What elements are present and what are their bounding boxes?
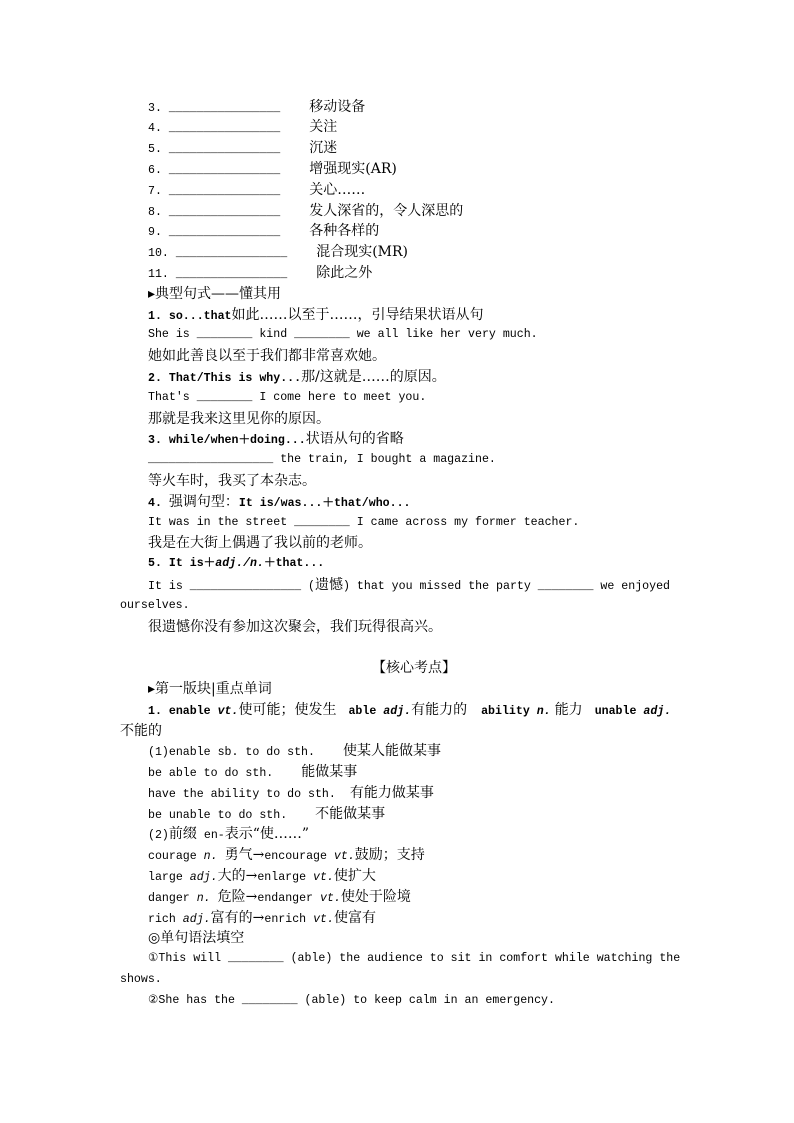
block-heading bbox=[120, 679, 680, 700]
answer-blank: ________________ bbox=[168, 163, 281, 177]
arrow-icon: → bbox=[252, 847, 265, 864]
part-of-speech: vt. bbox=[333, 850, 355, 864]
base-word: large bbox=[148, 871, 190, 885]
note-number: (2) bbox=[148, 829, 169, 843]
word-meaning: 使富有 bbox=[333, 909, 376, 926]
pattern-title-pos: adj./n. bbox=[215, 557, 264, 571]
exercises-heading bbox=[120, 928, 680, 949]
blank-line bbox=[120, 637, 680, 658]
exercise-number: ② bbox=[148, 993, 159, 1007]
answer-blank: ________________ bbox=[168, 122, 281, 136]
part-of-speech: vt. bbox=[319, 891, 341, 905]
vocab-item bbox=[120, 242, 680, 263]
arrow-icon: → bbox=[252, 909, 265, 926]
part-of-speech: adj. bbox=[383, 704, 412, 718]
translation: 很遗憾你没有参加这次聚会，我们玩得很高兴。 bbox=[148, 618, 442, 635]
item-meaning: 移动设备 bbox=[309, 98, 366, 115]
word-meaning: 使扩大 bbox=[333, 868, 376, 885]
document-page bbox=[120, 97, 680, 1012]
translation: 我是在大街上偶遇了我以前的老师。 bbox=[148, 535, 372, 552]
usage-meaning: 能做某事 bbox=[301, 764, 358, 781]
prefix: en- bbox=[203, 829, 225, 843]
pattern-number: 4. bbox=[148, 496, 169, 510]
usage-phrase: (1)enable sb. to do sth. bbox=[148, 746, 315, 760]
translation: 那就是我来这里见你的原因。 bbox=[148, 410, 330, 427]
section-heading: ◎单句语法填空 bbox=[148, 930, 245, 947]
translation: 她如此善良以至于我们都非常喜欢她。 bbox=[148, 348, 386, 365]
part-of-speech: adj. bbox=[182, 912, 211, 926]
pattern-4-example bbox=[120, 513, 680, 534]
pattern-2-translation bbox=[120, 409, 680, 430]
answer-blank: ________________ bbox=[175, 247, 288, 261]
answer-blank: ________________ bbox=[168, 143, 281, 157]
item-meaning: 发人深省的，令人深思的 bbox=[309, 202, 464, 219]
pattern-3-title bbox=[120, 429, 680, 450]
item-meaning: 关注 bbox=[309, 119, 338, 136]
item-number: 4. bbox=[148, 122, 162, 136]
usage-phrase: have the ability to do sth. bbox=[148, 787, 336, 801]
word: 1. enable bbox=[148, 704, 218, 718]
word-meaning: 大的 bbox=[217, 868, 246, 885]
pattern-title-zh: 那/这就是……的原因。 bbox=[301, 368, 446, 385]
word-meaning: 勇气 bbox=[224, 847, 253, 864]
exercise-number: ① bbox=[148, 952, 159, 966]
pattern-title-zh: 如此……以至于……，引导结果状语从句 bbox=[231, 306, 484, 323]
item-meaning: 关心…… bbox=[309, 181, 366, 198]
base-word: danger bbox=[148, 891, 197, 905]
note-text: 前缀 bbox=[168, 826, 197, 843]
exercise-item bbox=[120, 991, 680, 1012]
item-number: 9. bbox=[148, 226, 162, 240]
arrow-icon: → bbox=[245, 868, 258, 885]
item-number: 8. bbox=[148, 205, 162, 219]
word-entry bbox=[120, 700, 680, 721]
part-of-speech: vt. bbox=[313, 871, 334, 885]
vocab-item bbox=[120, 221, 680, 242]
pattern-1-example bbox=[120, 325, 680, 346]
pattern-title-zh: 状语从句的省略 bbox=[305, 431, 404, 448]
pattern-2-example bbox=[120, 388, 680, 409]
pattern-title-en: 2. That/This is why... bbox=[148, 371, 302, 385]
word-meaning: 使处于险境 bbox=[340, 888, 411, 905]
word-meaning: 富有的 bbox=[210, 909, 253, 926]
item-meaning: 增强现实(AR) bbox=[309, 160, 397, 177]
exercise-item-cont bbox=[120, 970, 680, 991]
exercise-text: shows. bbox=[120, 973, 162, 987]
vocab-item bbox=[120, 138, 680, 159]
vocab-item bbox=[120, 180, 680, 201]
pattern-1-translation bbox=[120, 346, 680, 367]
pattern-title-en: 3. while/when＋doing... bbox=[148, 434, 306, 448]
answer-blank: ________________ bbox=[168, 205, 281, 219]
part-of-speech: adj. bbox=[189, 871, 218, 885]
derived-word: enrich bbox=[264, 912, 314, 926]
pattern-2-title bbox=[120, 367, 680, 388]
word-meaning: 不能的 bbox=[120, 722, 162, 739]
derivation-row bbox=[120, 908, 680, 929]
item-number: 3. bbox=[148, 101, 162, 115]
derivation-row bbox=[120, 887, 680, 908]
pattern-title-en: It is/was...＋that/who... bbox=[238, 496, 411, 510]
usage-meaning: 有能力做某事 bbox=[349, 784, 434, 801]
vocab-item bbox=[120, 117, 680, 138]
prefix-note bbox=[120, 824, 680, 845]
arrow-icon: → bbox=[245, 888, 258, 905]
usage-row bbox=[120, 783, 680, 804]
section-title: 【核心考点】 bbox=[372, 660, 456, 677]
base-word: rich bbox=[148, 912, 183, 926]
pattern-5-translation bbox=[120, 617, 680, 638]
item-number: 6. bbox=[148, 163, 162, 177]
derived-word: encourage bbox=[264, 850, 334, 864]
vocab-item bbox=[120, 263, 680, 284]
example-sentence: It is ________________ ( bbox=[148, 579, 315, 593]
core-title bbox=[120, 658, 680, 679]
part-of-speech: vt. bbox=[217, 704, 239, 718]
pattern-3-translation bbox=[120, 471, 680, 492]
vocab-item bbox=[120, 201, 680, 222]
item-meaning: 各种各样的 bbox=[309, 223, 380, 240]
word: unable bbox=[594, 704, 644, 718]
usage-meaning: 使某人能做某事 bbox=[342, 743, 441, 760]
answer-blank: ________________ bbox=[175, 267, 288, 281]
word-meaning: 鼓励；支持 bbox=[354, 847, 425, 864]
vocab-item bbox=[120, 97, 680, 118]
example-sentence: That's ________ I come here to meet you. bbox=[148, 390, 427, 404]
pattern-3-example bbox=[120, 450, 680, 471]
answer-blank: ________________ bbox=[168, 184, 281, 198]
word-meaning: 使可能；使发生 bbox=[238, 701, 337, 718]
exercise-item bbox=[120, 949, 680, 970]
base-word: courage bbox=[148, 850, 204, 864]
example-sentence: ourselves. bbox=[120, 598, 190, 612]
item-meaning: 沉迷 bbox=[309, 140, 338, 157]
exercise-text: This will ________ (able) the audience to sit in comfort while watching the bbox=[158, 952, 681, 966]
item-number: 5. bbox=[148, 143, 162, 157]
pattern-title-en: ＋that... bbox=[263, 557, 325, 571]
usage-row bbox=[120, 741, 680, 762]
section-heading: ▸典型句式——懂其用 bbox=[148, 285, 282, 302]
part-of-speech: vt. bbox=[313, 912, 334, 926]
word: ability bbox=[481, 704, 537, 718]
word-meaning: 能力 bbox=[554, 701, 583, 718]
word: able bbox=[348, 704, 384, 718]
word-meaning: 危险 bbox=[217, 888, 246, 905]
derivation-row bbox=[120, 866, 680, 887]
word-meaning: 有能力的 bbox=[411, 701, 468, 718]
patterns-heading bbox=[120, 284, 680, 305]
answer-blank: ________________ bbox=[168, 226, 281, 240]
example-hint: 遗憾 bbox=[314, 576, 343, 593]
pattern-title-zh: 强调句型： bbox=[168, 493, 239, 510]
translation: 等火车时，我买了本杂志。 bbox=[148, 472, 316, 489]
pattern-4-translation bbox=[120, 533, 680, 554]
usage-row bbox=[120, 762, 680, 783]
usage-row bbox=[120, 804, 680, 825]
pattern-5-title bbox=[120, 554, 680, 575]
part-of-speech: n. bbox=[196, 891, 211, 905]
usage-meaning: 不能做某事 bbox=[315, 805, 386, 822]
pattern-title-en: 5. It is＋ bbox=[148, 557, 216, 571]
usage-phrase: be unable to do sth. bbox=[148, 808, 288, 822]
item-number: 11. bbox=[148, 267, 169, 281]
part-of-speech: n. bbox=[536, 704, 551, 718]
note-text: 表示“使……” bbox=[224, 826, 310, 843]
answer-blank: ________________ bbox=[168, 101, 281, 115]
pattern-1-title bbox=[120, 305, 680, 326]
pattern-5-example-cont bbox=[120, 596, 680, 617]
example-sentence: It was in the street ________ I came across my former teacher. bbox=[148, 515, 580, 529]
pattern-5-example bbox=[120, 575, 680, 596]
section-heading: ▸第一版块|重点单词 bbox=[148, 680, 272, 697]
vocab-item bbox=[120, 159, 680, 180]
pattern-title-en: 1. so...that bbox=[148, 309, 232, 323]
word-entry-cont bbox=[120, 721, 680, 742]
usage-phrase: be able to do sth. bbox=[148, 767, 274, 781]
exercise-text: She has the ________ (able) to keep calm in an emergency. bbox=[158, 993, 555, 1007]
example-sentence: She is ________ kind ________ we all like her very much. bbox=[148, 328, 538, 342]
derived-word: enlarge bbox=[257, 871, 313, 885]
item-number: 7. bbox=[148, 184, 162, 198]
example-sentence: __________________ the train, I bought a magazine. bbox=[148, 453, 496, 467]
item-meaning: 除此之外 bbox=[316, 264, 373, 281]
derivation-row bbox=[120, 845, 680, 866]
part-of-speech: n. bbox=[203, 850, 218, 864]
derived-word: endanger bbox=[257, 891, 320, 905]
item-number: 10. bbox=[148, 247, 169, 261]
pattern-4-title bbox=[120, 492, 680, 513]
part-of-speech: adj. bbox=[643, 704, 672, 718]
item-meaning: 混合现实(MR) bbox=[316, 244, 409, 261]
example-sentence: ) that you missed the party ________ we enjoyed bbox=[342, 579, 670, 593]
